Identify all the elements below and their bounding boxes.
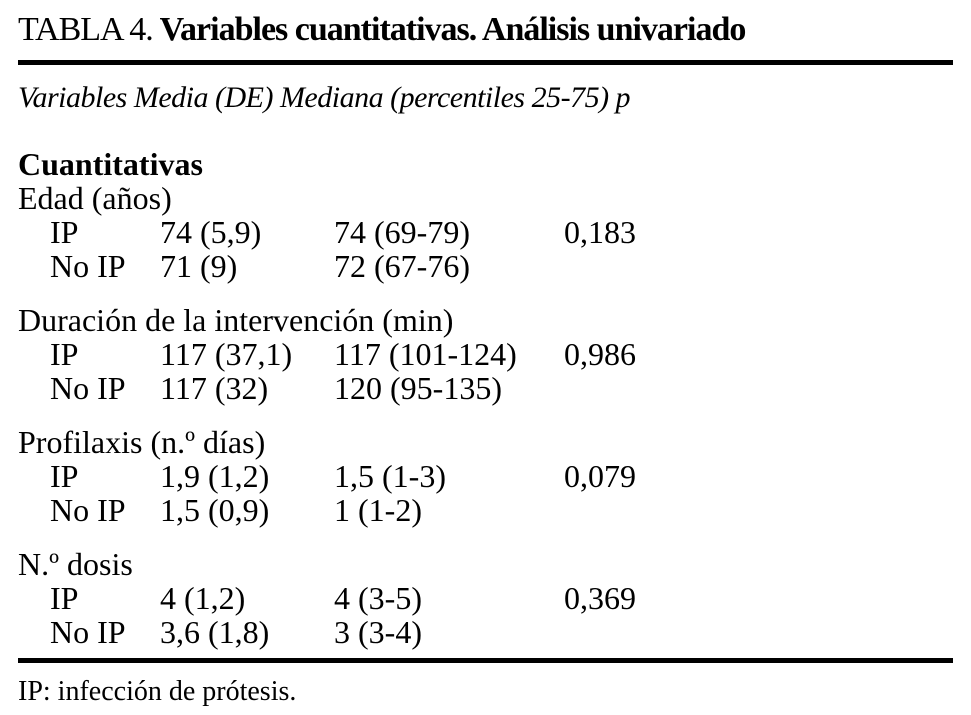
- p-value: [564, 615, 953, 649]
- p-value: [564, 371, 953, 405]
- mediana-value: 1,5 (1-3): [334, 458, 446, 494]
- table-title: [18, 10, 953, 50]
- p-value: 0,079: [564, 458, 636, 494]
- mediana-value: 1 (1-2): [334, 492, 422, 528]
- group-duracion: [18, 303, 953, 405]
- table-row: [50, 371, 953, 405]
- mediana-value: 72 (67-76): [334, 248, 470, 284]
- table-row: [50, 337, 953, 371]
- table-title-text: Variables cuantitativas. Análisis univariado: [159, 11, 746, 48]
- group-label: Edad (años): [18, 180, 172, 216]
- group-profilaxis: [18, 425, 953, 527]
- row-label: No IP: [50, 492, 126, 528]
- mediana-value: 120 (95-135): [334, 370, 502, 406]
- group-dosis: [18, 547, 953, 649]
- p-value: [564, 249, 953, 283]
- table-row: [50, 493, 953, 527]
- row-label: IP: [50, 214, 79, 250]
- bottom-rule: [18, 658, 953, 663]
- table-number-label: TABLA 4.: [18, 11, 153, 48]
- section-title: Cuantitativas: [18, 146, 203, 182]
- media-value: 4 (1,2): [160, 580, 246, 616]
- media-value: 3,6 (1,8): [160, 614, 270, 650]
- p-value: 0,183: [564, 214, 636, 250]
- media-value: 117 (32): [160, 370, 269, 406]
- mediana-value: 3 (3-4): [334, 614, 422, 650]
- media-value: 1,9 (1,2): [160, 458, 270, 494]
- row-label: No IP: [50, 248, 126, 284]
- table-row: [50, 249, 953, 283]
- table-row: [50, 581, 953, 615]
- row-label: IP: [50, 458, 79, 494]
- media-value: 1,5 (0,9): [160, 492, 270, 528]
- p-value: [564, 493, 953, 527]
- table-footnote: IP: infección de prótesis.: [18, 676, 297, 707]
- media-value: 117 (37,1): [160, 336, 293, 372]
- table-row: [50, 615, 953, 649]
- mediana-value: 117 (101-124): [334, 336, 517, 372]
- group-label: Duración de la intervención (min): [18, 302, 454, 338]
- p-value: 0,369: [564, 580, 636, 616]
- row-label: IP: [50, 580, 79, 616]
- row-label: No IP: [50, 614, 126, 650]
- group-label: Profilaxis (n.º días): [18, 424, 266, 460]
- row-label: IP: [50, 336, 79, 372]
- table-row: [50, 215, 953, 249]
- section-cuantitativas: [18, 147, 953, 649]
- group-edad: [18, 181, 953, 283]
- column-header-line: Variables Media (DE) Mediana (percentiles 25-75) p: [18, 81, 631, 114]
- mediana-value: 74 (69-79): [334, 214, 470, 250]
- group-label: N.º dosis: [18, 546, 133, 582]
- p-value: 0,986: [564, 336, 636, 372]
- table-row: [50, 459, 953, 493]
- media-value: 71 (9): [160, 248, 238, 284]
- top-rule: [18, 60, 953, 65]
- mediana-value: 4 (3-5): [334, 580, 422, 616]
- row-label: No IP: [50, 370, 126, 406]
- media-value: 74 (5,9): [160, 214, 262, 250]
